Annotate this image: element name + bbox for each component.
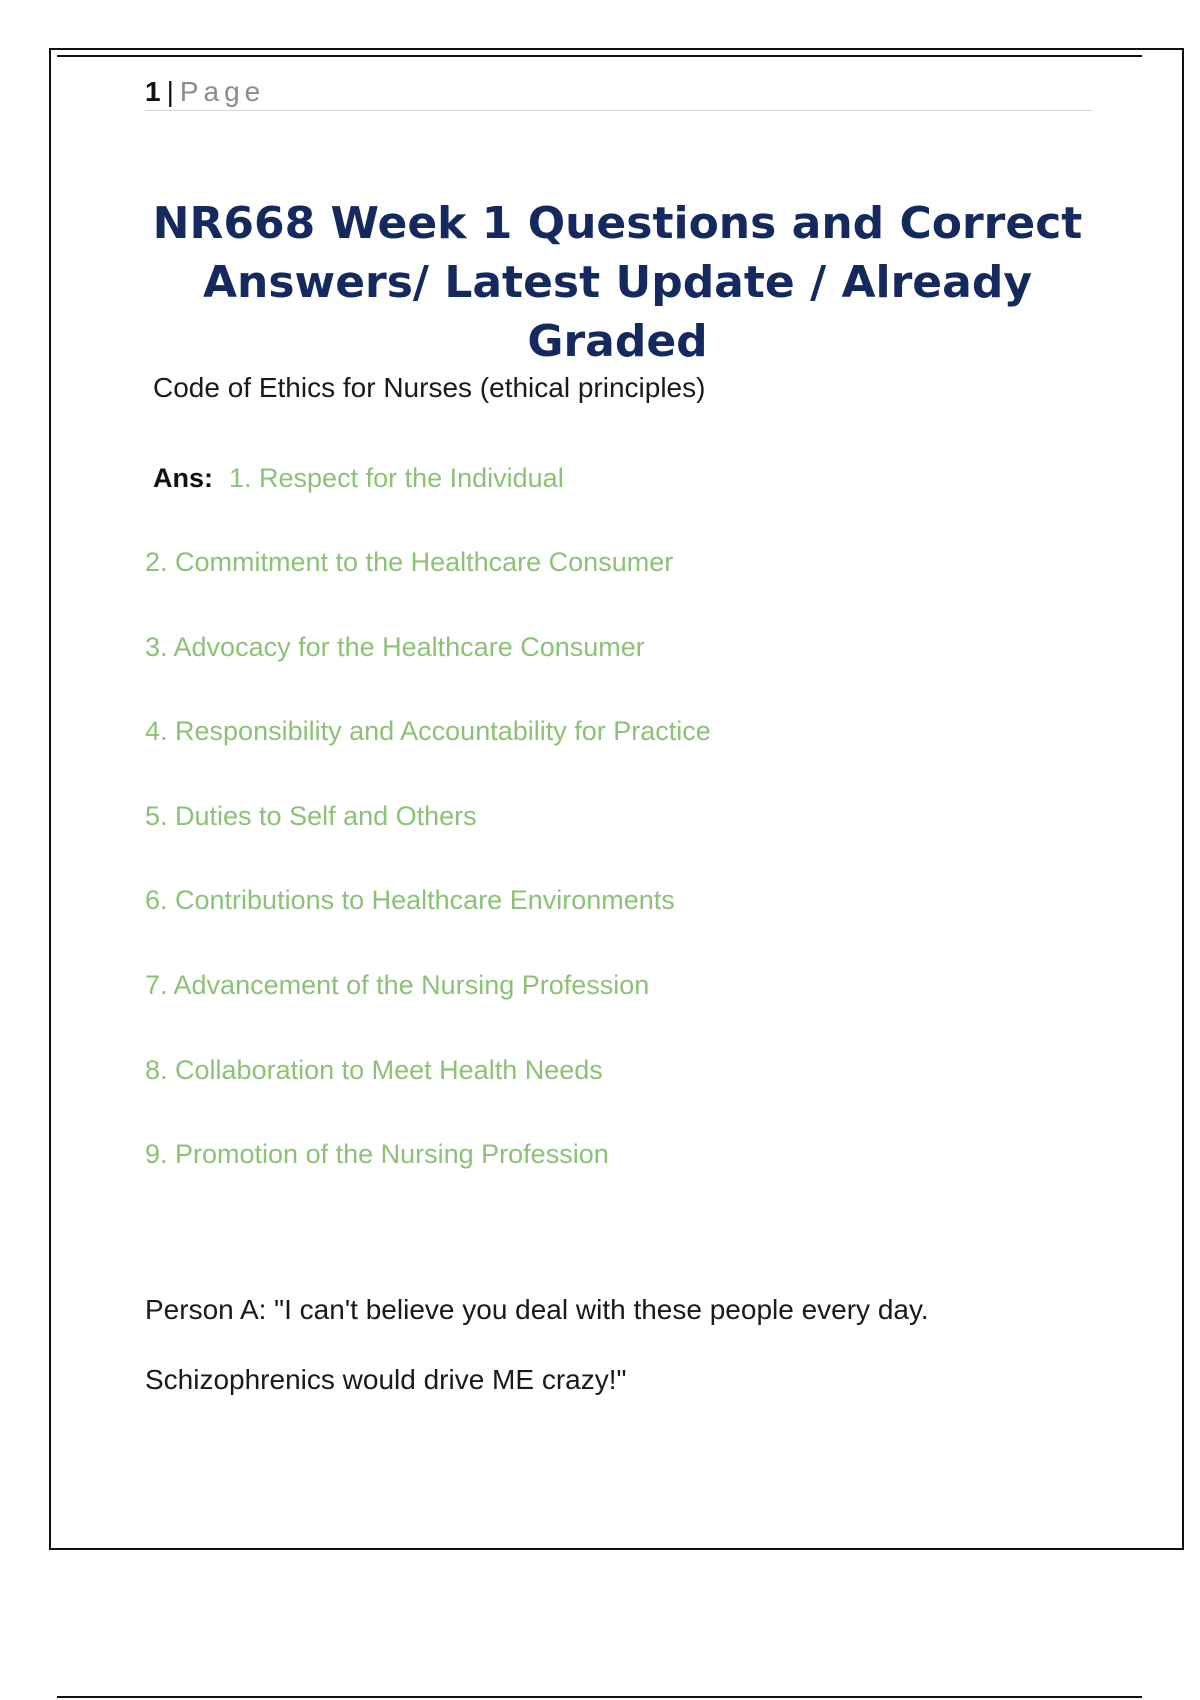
- answer-item-9: 9. Promotion of the Nursing Profession: [145, 1139, 609, 1170]
- answer-item-3: 3. Advocacy for the Healthcare Consumer: [145, 631, 645, 662]
- page-number: 1: [145, 76, 161, 107]
- answer-label: Ans:: [153, 463, 213, 493]
- second-question-line-2: Schizophrenics would drive ME crazy!": [145, 1364, 627, 1395]
- answer-item-1: 1. Respect for the Individual: [229, 463, 564, 493]
- second-question: [145, 1292, 929, 1432]
- second-question-line-1: Person A: "I can't believe you deal with these people every day.: [145, 1294, 929, 1325]
- bottom-rule: [57, 1696, 1142, 1698]
- answer-list: [145, 544, 711, 1221]
- answer-row: [153, 460, 564, 496]
- answer-item-8: 8. Collaboration to Meet Health Needs: [145, 1054, 603, 1085]
- answer-item-6: 6. Contributions to Healthcare Environments: [145, 885, 675, 916]
- top-rule: [57, 55, 1142, 57]
- answer-item-4: 4. Responsibility and Accountability for Practice: [145, 716, 711, 747]
- answer-item-7: 7. Advancement of the Nursing Profession: [145, 969, 650, 1000]
- answer-item-5: 5. Duties to Self and Others: [145, 800, 477, 831]
- page-label: Page: [179, 76, 266, 107]
- page-separator: |: [166, 76, 174, 107]
- answer-item-2: 2. Commitment to the Healthcare Consumer: [145, 547, 674, 577]
- question-text: Code of Ethics for Nurses (ethical principles): [153, 372, 706, 403]
- page-header: [145, 74, 1092, 111]
- document-title: NR668 Week 1 Questions and Correct Answers/ Latest Update / Already Graded: [152, 198, 1083, 367]
